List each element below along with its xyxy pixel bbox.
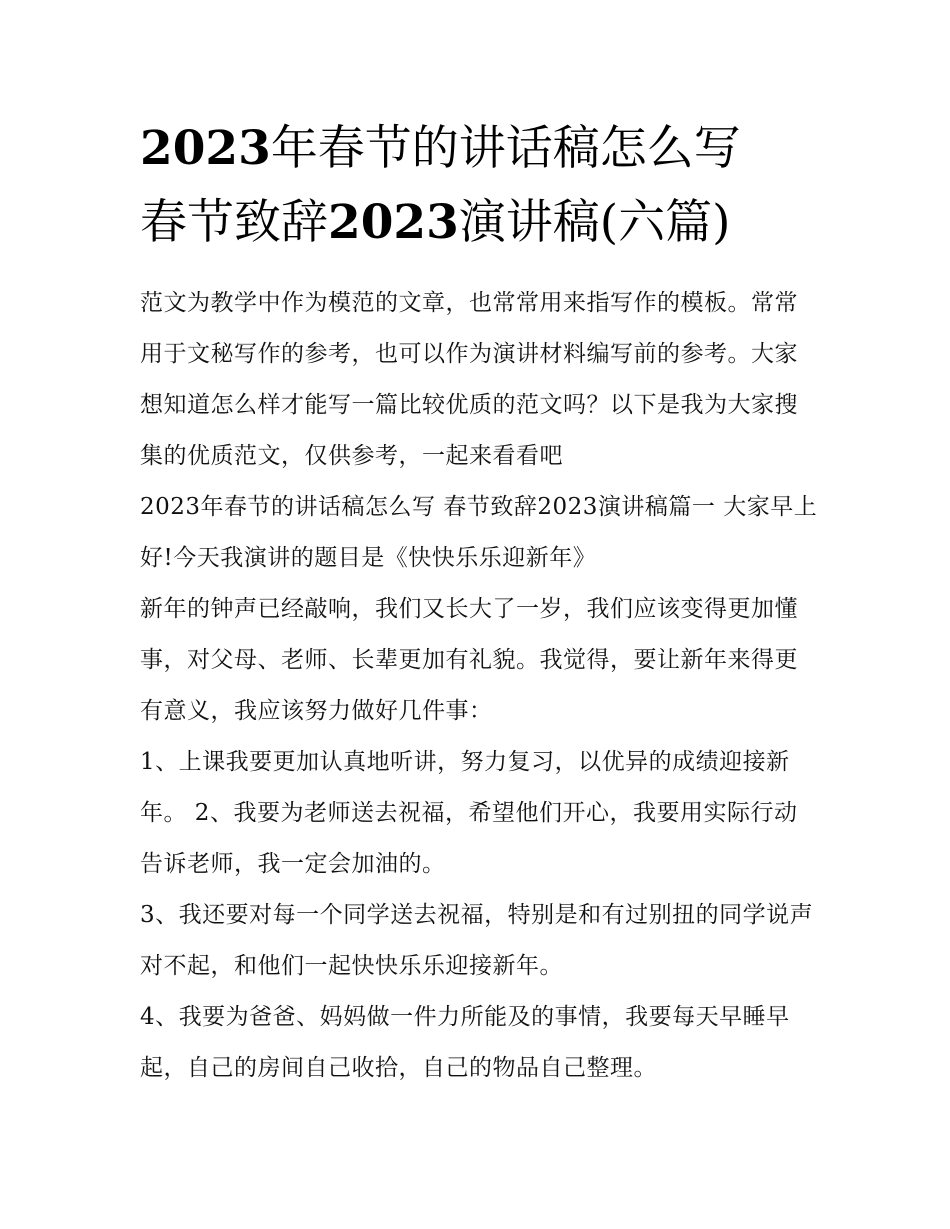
paragraph-item-1-2: 1、上课我要更加认真地听讲，努力复习，以优异的成绩迎接新年。 2、我要为老师送去祝福，希望他们开心，我要用实际行动告诉老师，我一定会加油的。 bbox=[140, 749, 798, 877]
title-part: 2023 bbox=[140, 121, 271, 176]
title-part: 演讲稿(六篇) bbox=[458, 195, 731, 250]
paragraph-item-3: 3、我还要对每一个同学送去祝福，特别是和有过别扭的同学说声对不起，和他们一起快快乐乐迎接新年。 bbox=[140, 902, 814, 979]
paragraph-intro: 范文为教学中作为模范的文章，也常常用来指写作的模板。常常用于文秘写作的参考，也可以作为演讲材料编写前的参考。大家想知道怎么样才能写一篇比较优质的范文吗？以下是我为大家搜集的优质范文，仅供参考，一起来看看吧 bbox=[140, 290, 798, 469]
document-title bbox=[140, 112, 840, 260]
title-part: 春节致辞 bbox=[140, 195, 328, 250]
document-body bbox=[140, 278, 820, 1094]
title-part: 2023 bbox=[328, 195, 459, 250]
title-part: 年春节的讲话稿怎么写 bbox=[270, 121, 741, 176]
paragraph-new-year: 新年的钟声已经敲响，我们又长大了一岁，我们应该变得更加懂事，对父母、老师、长辈更加有礼貌。我觉得，要让新年来得更有意义，我应该努力做好几件事： bbox=[140, 596, 798, 724]
paragraph-speech-heading: 2023年春节的讲话稿怎么写 春节致辞2023演讲稿篇一 大家早上好!今天我演讲的题目是《快快乐乐迎新年》 bbox=[140, 494, 818, 571]
paragraph-item-4: 4、我要为爸爸、妈妈做一件力所能及的事情，我要每天早睡早起，自己的房间自己收拾，自己的物品自己整理。 bbox=[140, 1004, 790, 1081]
